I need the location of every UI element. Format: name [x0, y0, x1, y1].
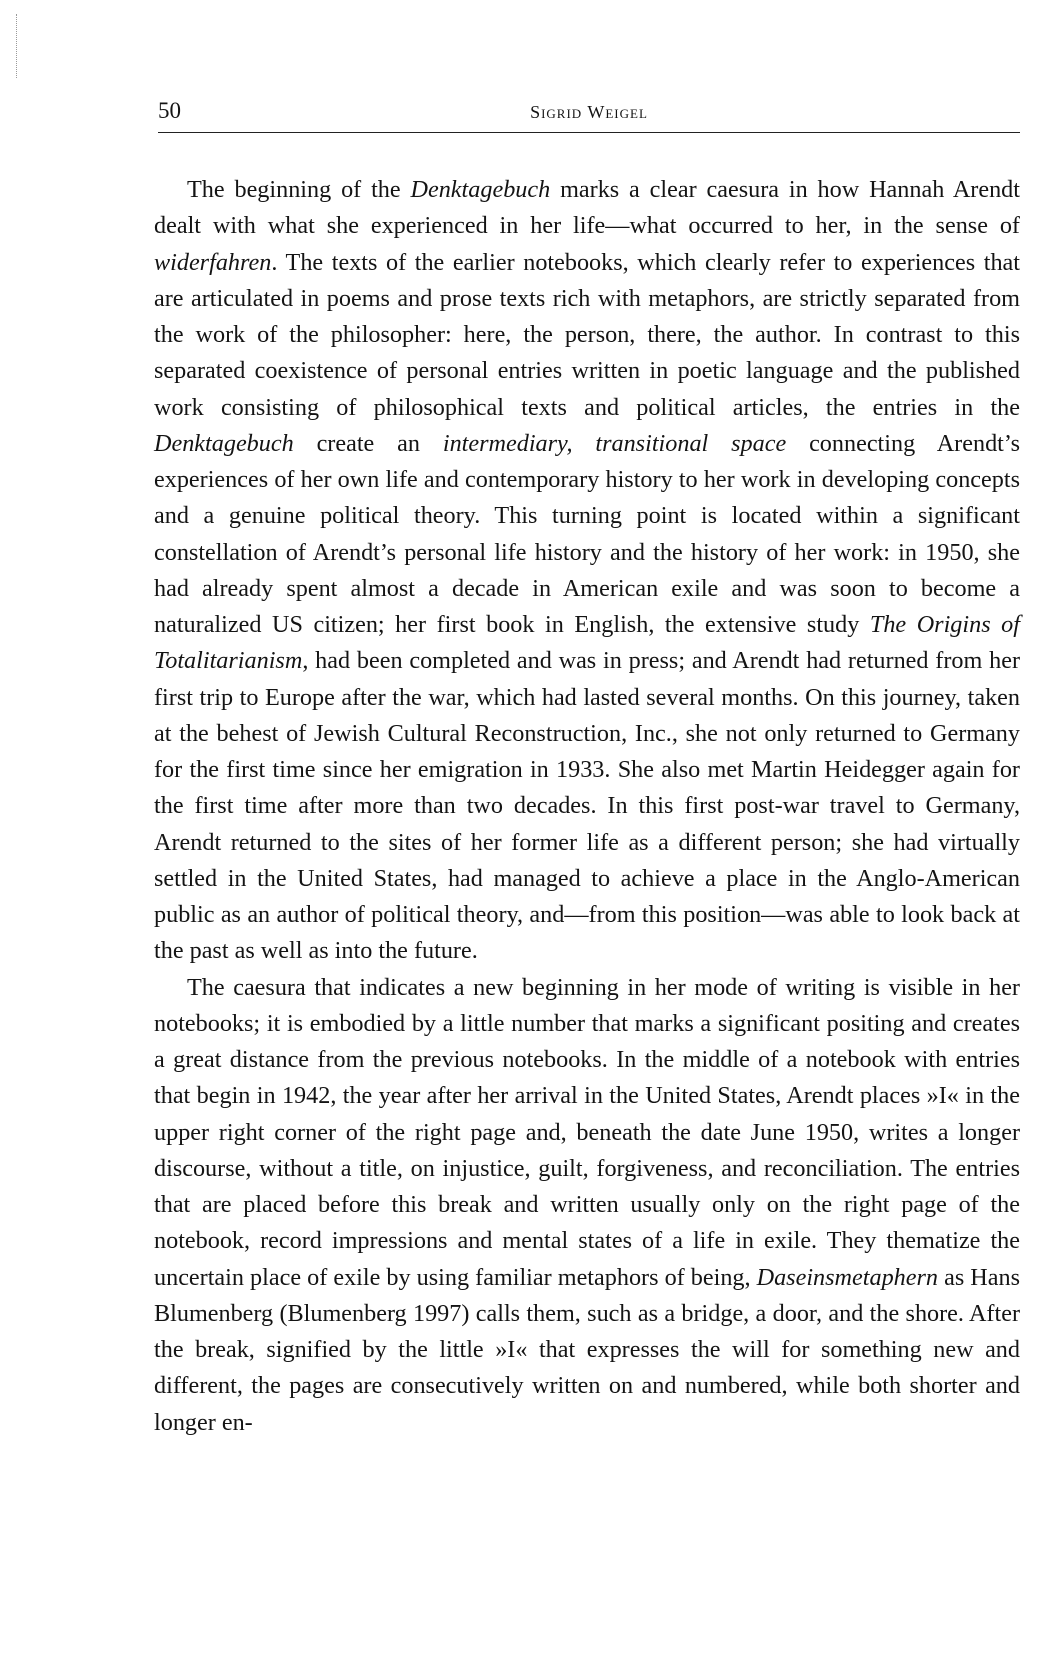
- italic-term: widerfahren: [154, 248, 272, 276]
- text-run: connecting Arendt’s experiences of her own life and contemporary history to her work in developing concepts and a genuine political theory. This turning point is located within a significant constellation of Arendt’s personal life history and the history of her work: in 1950, she had already spent almost a decade in American exile and was soon to become a naturalized US citizen; her first book in English, the extensive study: [154, 429, 1021, 638]
- text-run: , had been completed and was in press; and Arendt had returned from her first trip to Europe after the war, which had lasted several months. On this journey, taken at the behest of Jewish Cultural Reconstruction, Inc., she not only returned to Germany for the first time since her emigration in 1933. She also met Martin Heidegger again for the first time after more than two decades. In this first post-war travel to Germany, Arendt returned to the sites of her former life as a different person; she had virtually settled in the United States, had managed to achieve a place in the Anglo-American public as an author of political theory, and—from this position—was able to look back at the past as well as into the future.: [154, 647, 1020, 965]
- italic-term: Daseinsmetaphern: [756, 1263, 939, 1291]
- italic-term: Denktagebuch: [410, 176, 551, 203]
- body-text: [154, 172, 1020, 1441]
- page-header: [158, 96, 1020, 133]
- paragraph-1: [154, 172, 1020, 970]
- text-run: create an: [293, 429, 443, 457]
- text-run: The beginning of the: [187, 176, 411, 203]
- italic-term: Denktagebuch: [154, 429, 294, 457]
- text-run: . The texts of the earlier notebooks, which clearly refer to experiences that are articulated in poems and prose texts rich with metaphors, are strictly separated from the work of the philosopher: here, the person, there, the author. In contrast to this separated coexistence of personal entries written in poetic language and the published work consisting of philosophical texts and political articles, the entries in the: [154, 248, 1020, 421]
- page-number: 50: [158, 98, 181, 123]
- text-run: as Hans Blumenberg (Blumenberg 1997) calls them, such as a bridge, a door, and the shore. After the break, signified by the little »I« that expresses the will for something new and different, the pages are consecutively written on and numbered, while both shorter and longer en-: [154, 1263, 1020, 1436]
- italic-term: intermediary, transitional space: [442, 429, 787, 457]
- italic-book-title: The Origins of Totalitarianism: [154, 611, 1020, 675]
- text-run: marks a clear caesura in how Hannah Arendt dealt with what she experienced in her life—what occurred to her, in the sense of: [154, 176, 1020, 240]
- paragraph-2: [154, 970, 1020, 1441]
- text-run: The caesura that indicates a new beginning in her mode of writing is visible in her notebooks; it is embodied by a little number that marks a significant positing and creates a great distance from the previous notebooks. In the middle of a notebook with entries that begin in 1942, the year after her arrival in the United States, Arendt places »I« in the upper right corner of the right page and, beneath the date June 1950, writes a longer discourse, without a title, on injustice, guilt, forgiveness, and reconciliation. The entries that are placed before this break and written usually only on the right page of the notebook, record impressions and mental states of a life in exile. They thematize the uncertain place of exile by using familiar metaphors of being,: [154, 973, 1020, 1291]
- running-head-author: Sigrid Weigel: [530, 102, 648, 122]
- scan-margin-mark: [16, 14, 19, 78]
